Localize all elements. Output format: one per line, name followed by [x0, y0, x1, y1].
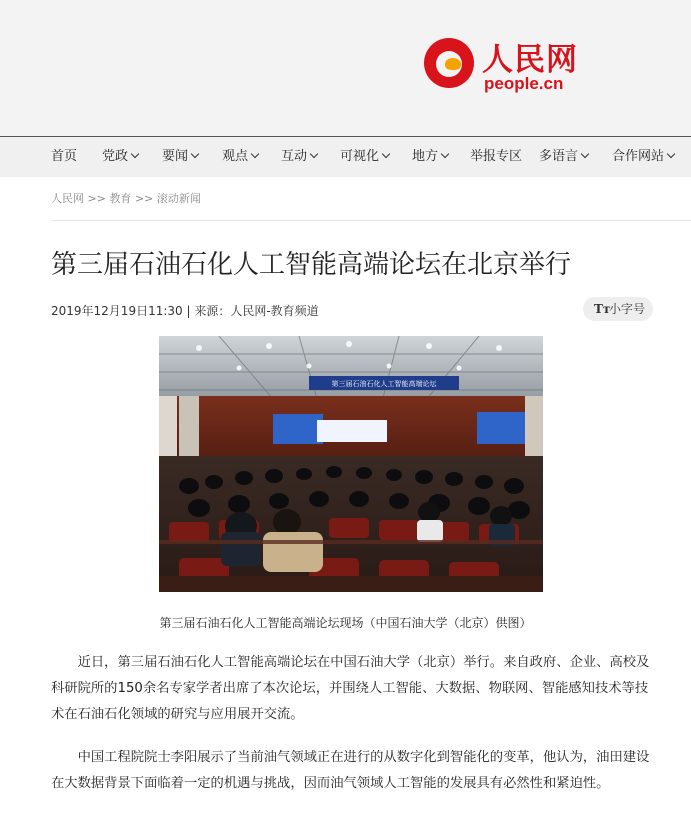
nav-item-interactive[interactable] — [281, 137, 317, 177]
nav-label: 合作网站 — [612, 149, 665, 164]
article-meta: 2019年12月19日11:30 | 来源：人民网-教育频道 — [51, 304, 319, 318]
breadcrumb — [51, 190, 201, 206]
chevron-down-icon — [310, 150, 318, 158]
logo-text-en: people.cn — [484, 74, 564, 93]
breadcrumb-link-home[interactable]: 人民网 — [51, 192, 84, 205]
article-title: 第三届石油石化人工智能高端论坛在北京举行 — [51, 250, 572, 280]
chevron-down-icon — [191, 150, 199, 158]
nav-label: 党政 — [102, 149, 129, 164]
article-paragraph: 中国工程院院士李阳展示了当前油气领域正在进行的从数字化到智能化的变革，他认为，油田建设在大数据背景下面临着一定的机遇与挑战，因而油气领域人工智能的发展具有必然性和紧迫性。 — [51, 750, 650, 791]
nav-item-home[interactable] — [51, 137, 77, 177]
breadcrumb-link-education[interactable]: 教育 — [109, 192, 132, 205]
nav-item-report[interactable] — [470, 137, 522, 177]
nav-item-opinion[interactable] — [222, 137, 258, 177]
nav-label: 可视化 — [340, 149, 380, 164]
chevron-down-icon — [667, 150, 675, 158]
chevron-down-icon — [382, 150, 390, 158]
chevron-down-icon — [441, 150, 449, 158]
breadcrumb-link-rolling-news[interactable]: 滚动新闻 — [156, 192, 201, 205]
breadcrumb-separator: >> — [134, 192, 154, 205]
article-paragraph: 近日，第三届石油石化人工智能高端论坛在中国石油大学（北京）举行。来自政府、企业、高校及科研院所的150余名专家学者出席了本次论坛，并围绕人工智能、大数据、物联网、智能感知技术等技术在石油石化领域的研究与应用展开交流。 — [51, 655, 650, 722]
nav-item-visual[interactable] — [340, 137, 389, 177]
nav-label: 互动 — [281, 149, 308, 164]
nav-item-local[interactable] — [412, 137, 448, 177]
font-size-toggle-label: 小字号 — [609, 302, 646, 316]
site-logo[interactable] — [424, 34, 584, 96]
nav-label: 首页 — [51, 149, 78, 164]
photo-banner-text: 第三届石油石化人工智能高端论坛 — [331, 380, 437, 388]
site-header — [0, 0, 691, 136]
photo-caption: 第三届石油石化人工智能高端论坛现场（中国石油大学（北京）供图） — [159, 616, 532, 630]
nav-item-headlines[interactable] — [162, 137, 198, 177]
nav-item-partners[interactable] — [612, 137, 674, 177]
chevron-down-icon — [131, 150, 139, 158]
nav-item-party[interactable] — [102, 137, 138, 177]
font-size-toggle-button[interactable] — [583, 297, 653, 321]
chevron-down-icon — [581, 150, 589, 158]
article-photo — [159, 336, 543, 592]
logo-text-cn: 人民网 — [482, 42, 578, 78]
chevron-down-icon — [251, 150, 259, 158]
nav-item-languages[interactable] — [539, 137, 588, 177]
nav-label: 观点 — [222, 149, 249, 164]
font-size-icon: Tт — [594, 302, 611, 316]
nav-label: 地方 — [412, 149, 439, 164]
nav-label: 要闻 — [162, 149, 189, 164]
divider — [51, 220, 691, 221]
nav-label: 举报专区 — [470, 149, 523, 164]
logo-mark-icon — [424, 38, 474, 88]
nav-label: 多语言 — [539, 149, 579, 164]
breadcrumb-separator: >> — [87, 192, 106, 205]
main-nav — [0, 136, 691, 177]
